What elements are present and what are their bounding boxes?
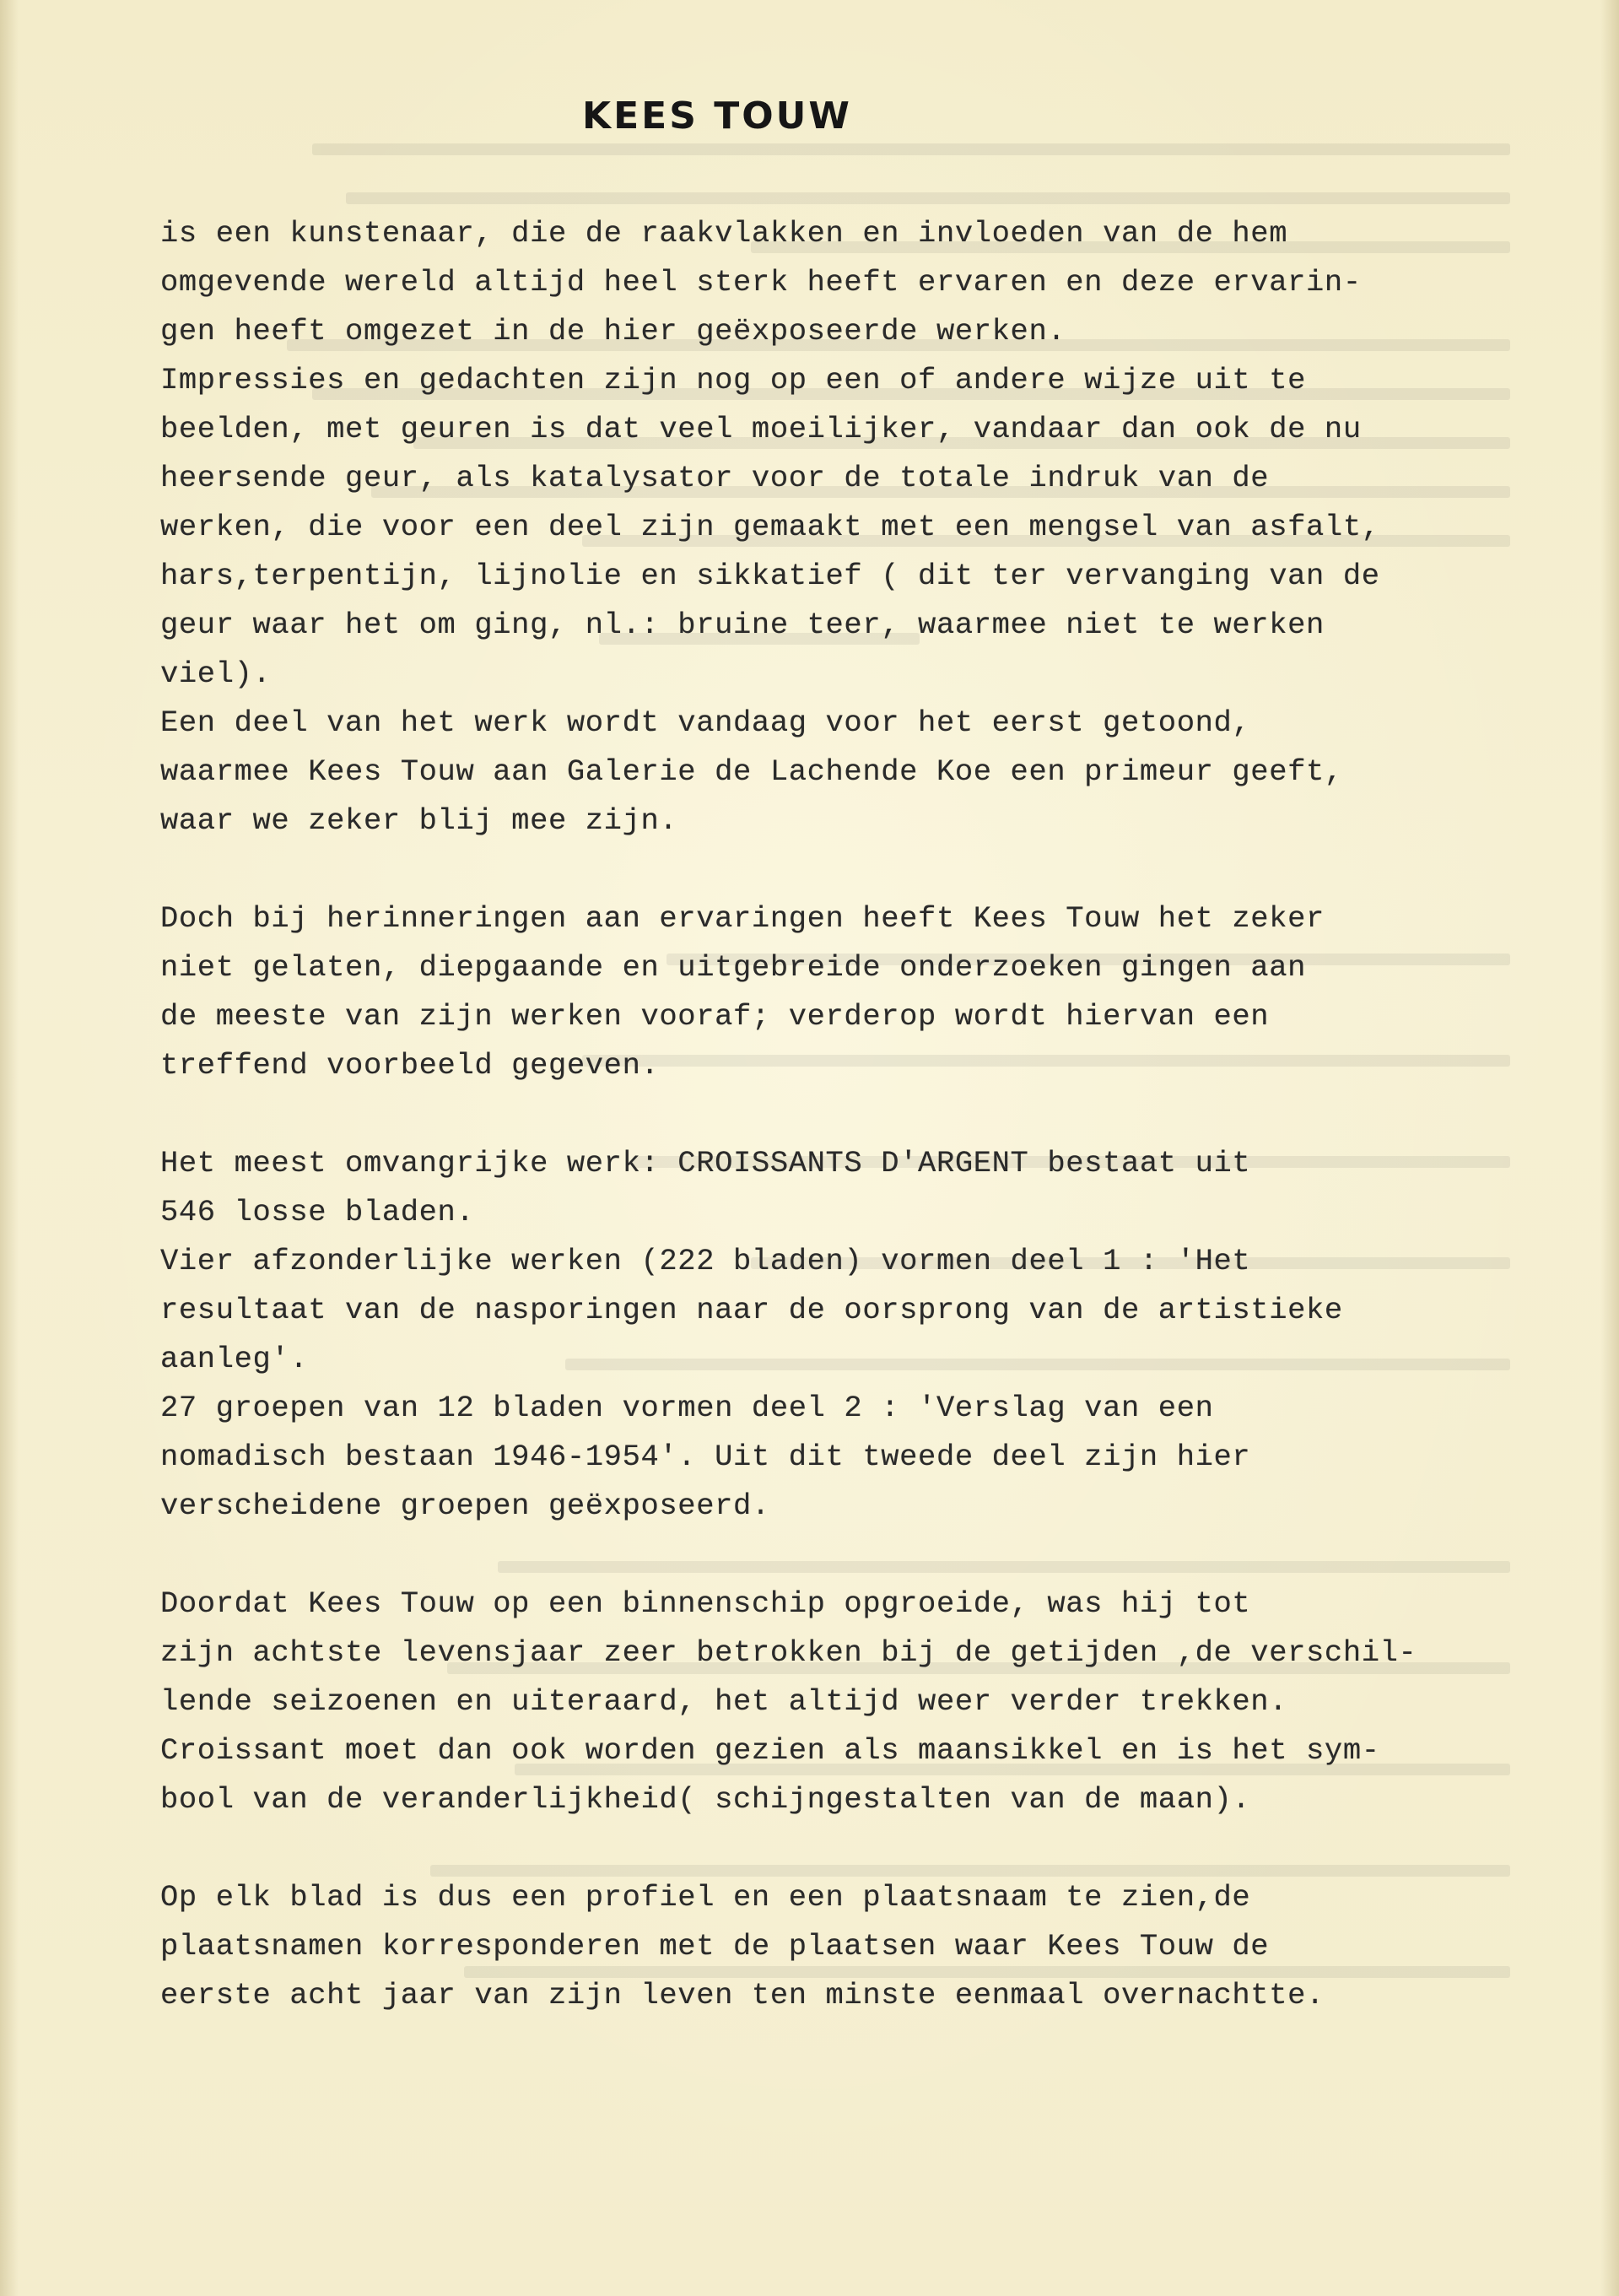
paragraph-gap <box>160 845 1476 894</box>
text-line: zijn achtste levensjaar zeer betrokken bij de getijden ,de verschil- <box>160 1635 1417 1670</box>
text-line: Croissant moet dan ook worden gezien als maansikkel en is het sym- <box>160 1733 1380 1768</box>
text-line: Vier afzonderlijke werken (222 bladen) vormen deel 1 : 'Het <box>160 1244 1251 1278</box>
text-line: Doordat Kees Touw op een binnenschip opgroeide, was hij tot <box>160 1586 1251 1621</box>
text-line: hars,terpentijn, lijnolie en sikkatief ( dit ter vervanging van de <box>160 559 1380 593</box>
text-line: niet gelaten, diepgaande en uitgebreide onderzoeken gingen aan <box>160 950 1307 985</box>
text-line: gen heeft omgezet in de hier geëxposeerde werken. <box>160 314 1066 348</box>
text-line: omgevende wereld altijd heel sterk heeft ervaren en deze ervarin- <box>160 265 1362 300</box>
paragraph <box>160 1873 1476 2020</box>
text-line: viel). <box>160 656 272 691</box>
text-line: Een deel van het werk wordt vandaag voor het eerst getoond, <box>160 705 1251 740</box>
text-line: beelden, met geuren is dat veel moeilijker, vandaar dan ook de nu <box>160 412 1362 446</box>
text-line: resultaat van de nasporingen naar de oorsprong van de artistieke <box>160 1293 1343 1327</box>
text-line: is een kunstenaar, die de raakvlakken en invloeden van de hem <box>160 216 1288 251</box>
text-line: plaatsnamen korresponderen met de plaatsen waar Kees Touw de <box>160 1929 1270 1964</box>
paragraph <box>160 894 1476 1090</box>
text-line: 27 groepen van 12 bladen vormen deel 2 : 'Verslag van een <box>160 1391 1214 1425</box>
paragraph <box>160 1139 1476 1531</box>
text-line: bool van de veranderlijkheid( schijngestalten van de maan). <box>160 1782 1251 1817</box>
paragraph-gap <box>160 1090 1476 1139</box>
text-line: werken, die voor een deel zijn gemaakt met een mengsel van asfalt, <box>160 510 1380 544</box>
paper-edge-right <box>1600 0 1619 2296</box>
text-line: Op elk blad is dus een profiel en een plaatsnaam te zien,de <box>160 1880 1251 1915</box>
text-line: Doch bij herinneringen aan ervaringen heeft Kees Touw het zeker <box>160 901 1325 936</box>
paragraph-gap <box>160 1824 1476 1873</box>
text-line: verscheidene groepen geëxposeerd. <box>160 1488 770 1523</box>
text-line: eerste acht jaar van zijn leven ten minste eenmaal overnachtte. <box>160 1978 1325 2012</box>
text-line: de meeste van zijn werken vooraf; verderop wordt hiervan een <box>160 999 1270 1034</box>
text-line: aanleg'. <box>160 1342 309 1376</box>
text-line: treffend voorbeeld gegeven. <box>160 1048 660 1083</box>
text-line: Impressies en gedachten zijn nog op een of andere wijze uit te <box>160 363 1307 397</box>
paper-edge-left <box>0 0 19 2296</box>
text-line: Het meest omvangrijke werk: CROISSANTS D'ARGENT bestaat uit <box>160 1146 1251 1180</box>
text-line: waarmee Kees Touw aan Galerie de Lachende Koe een primeur geeft, <box>160 754 1343 789</box>
paragraph-gap <box>160 1531 1476 1580</box>
text-line: nomadisch bestaan 1946-1954'. Uit dit tweede deel zijn hier <box>160 1440 1251 1474</box>
text-line: lende seizoenen en uiteraard, het altijd weer verder trekken. <box>160 1684 1288 1719</box>
text-line: waar we zeker blij mee zijn. <box>160 803 678 838</box>
text-line: geur waar het om ging, nl.: bruine teer, waarmee niet te werken <box>160 608 1325 642</box>
text-line: 546 losse bladen. <box>160 1195 475 1229</box>
text-line: heersende geur, als katalysator voor de totale indruk van de <box>160 461 1270 495</box>
page-title: KEES TOUW <box>582 95 852 138</box>
paragraph <box>160 209 1476 845</box>
paragraph <box>160 1580 1476 1824</box>
document-body <box>160 209 1476 2020</box>
